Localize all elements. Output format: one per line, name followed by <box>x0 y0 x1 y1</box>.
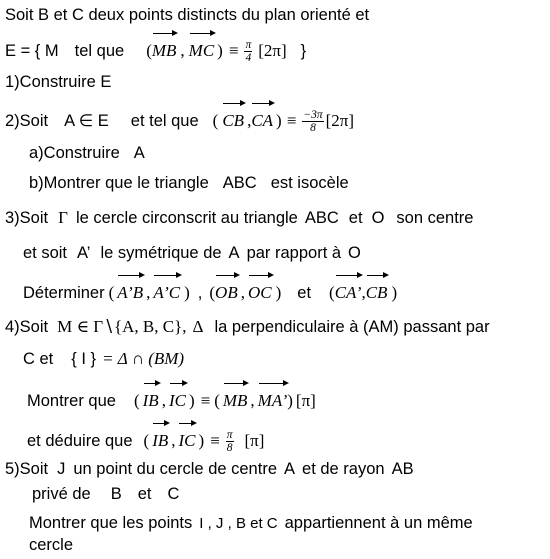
comma: , <box>247 111 252 130</box>
comma: , <box>361 283 366 302</box>
q3-centre: son centre <box>396 209 474 227</box>
set-i: { I } <box>71 350 97 368</box>
paren-open: ( <box>212 111 219 130</box>
fraction-minus-3pi-8: $\frac{-3\pi}{8}$ <box>303 109 323 135</box>
question-5-line-4: cercle <box>29 536 74 554</box>
point-a-prime: A’ <box>77 244 91 262</box>
question-2a <box>29 142 145 164</box>
q3-relative-to: par rapport à <box>246 244 342 262</box>
intro-line-1: Soit B et C deux points distincts du plan orienté et <box>5 6 370 24</box>
question-3-line-2 <box>23 242 361 264</box>
vector-oc: OC <box>248 274 272 308</box>
paren-close: ) <box>391 283 398 302</box>
question-1: 1)Construire E <box>5 73 112 91</box>
q2b-end: est isocèle <box>270 174 349 192</box>
question-2 <box>5 102 354 135</box>
question-5-line-1 <box>5 458 414 480</box>
q5-radius: et de rayon <box>302 460 385 478</box>
intersection-formula: = Δ ∩ (BM) <box>102 349 185 368</box>
modulo: [2π] <box>258 41 287 60</box>
q3-circumscribed: le cercle circonscrit au triangle <box>75 209 298 227</box>
separator: , <box>197 284 203 302</box>
point-a: A <box>284 460 296 478</box>
paren-open: ( <box>209 283 216 302</box>
question-4-line-4 <box>27 422 265 455</box>
paren-open: ( <box>214 391 220 410</box>
paren-open: ( <box>146 41 152 60</box>
segment-ab: AB <box>391 460 414 478</box>
q3-lead: 3)Soit <box>5 209 49 227</box>
question-4-line-2 <box>23 348 184 370</box>
triangle-abc: ABC <box>222 174 257 192</box>
modulo-pi: [π] <box>244 431 265 450</box>
fraction-pi-4: $\frac{\pi}{4}$ <box>245 39 252 65</box>
q5-lead: 5)Soit <box>5 460 49 478</box>
point-b: B <box>110 485 122 503</box>
q2b-label: b)Montrer que le triangle <box>29 174 209 192</box>
set-open: E = { M <box>5 42 59 60</box>
delta-symbol: Δ <box>192 317 204 336</box>
and-word: et <box>348 209 363 227</box>
vector-mc: MC <box>189 32 215 66</box>
q3-and-let: et soit <box>23 244 68 262</box>
m-in-gamma: M ∈ Γ∖{A, B, C}, <box>57 317 187 336</box>
paren-close: ) <box>276 111 282 130</box>
paren-close: ) <box>198 431 205 450</box>
modulo-pi: [π] <box>295 391 316 410</box>
vector-a-prime-b: A’B <box>117 274 143 308</box>
q4-show-that: Montrer que <box>27 392 116 410</box>
vector-a-prime-c: A’C <box>153 274 180 308</box>
vector-ib: IB <box>143 382 159 416</box>
vector-ca-prime: CA’ <box>335 274 362 308</box>
equiv-symbol: ≡ <box>286 111 297 130</box>
and-word: et <box>297 284 312 302</box>
paren-close: ) <box>287 391 293 410</box>
question-3-line-1 <box>5 207 473 229</box>
question-5-line-2 <box>32 483 179 505</box>
vector-ib: IB <box>152 422 168 456</box>
triangle-abc: ABC <box>304 209 339 227</box>
intro-line-2 <box>5 32 307 65</box>
q4-deduce: et déduire que <box>27 432 133 450</box>
equiv-symbol: ≡ <box>210 431 220 450</box>
question-4-line-3 <box>27 382 316 412</box>
q5-show-points: Montrer que les points <box>29 514 193 532</box>
comma: , <box>146 283 151 302</box>
point-j: J <box>57 460 66 478</box>
point-o: O <box>371 209 385 227</box>
vector-cb: CB <box>222 102 244 136</box>
q4-perpendicular: la perpendiculaire à (AM) passant par <box>214 318 490 336</box>
q5-circle-centre: un point du cercle de centre <box>73 460 277 478</box>
q5-same-circle: appartiennent à un même <box>284 514 473 532</box>
point-a: A <box>133 144 145 162</box>
vector-mb: MB <box>223 382 248 416</box>
vector-ic: IC <box>178 422 195 456</box>
paren-open: ( <box>143 431 150 450</box>
such-that: tel que <box>74 42 125 60</box>
points-ijbc: I , J , B et C <box>199 515 278 532</box>
q3-determine: Déterminer <box>23 284 105 302</box>
a-in-e: A ∈ E <box>64 112 109 130</box>
equiv-symbol: ≡ <box>228 41 239 60</box>
and-such-that: et tel que <box>130 112 199 130</box>
vector-cb: CB <box>366 274 388 308</box>
vector-ca: CA <box>251 102 273 136</box>
paren-open: ( <box>108 283 115 302</box>
comma: , <box>180 41 185 60</box>
modulo: [2π] <box>325 111 354 130</box>
question-4-line-1 <box>5 316 490 338</box>
paren-close: ) <box>275 283 282 302</box>
q2-lead: 2)Soit <box>5 112 49 130</box>
paren-close: ) <box>188 391 195 410</box>
vector-ob: OB <box>215 274 238 308</box>
comma: , <box>161 391 166 410</box>
vector-ma-prime: MA’ <box>258 382 288 416</box>
question-3-line-3 <box>23 274 397 304</box>
comma: , <box>240 283 245 302</box>
point-c: C <box>167 485 180 503</box>
equiv-symbol: ≡ <box>200 391 211 410</box>
set-close: } <box>300 42 307 60</box>
and-word: et <box>137 485 152 503</box>
vector-mb: MB <box>152 32 177 66</box>
fraction-pi-8: $\frac{\pi}{8}$ <box>226 429 233 455</box>
gamma-symbol: Γ <box>58 208 68 227</box>
point-a: A <box>228 244 240 262</box>
q4-lead: 4)Soit <box>5 318 49 336</box>
paren-close: ) <box>184 283 190 302</box>
paren-open: ( <box>133 391 140 410</box>
q3-symmetric: le symétrique de <box>100 244 222 262</box>
paren-close: ) <box>217 41 223 60</box>
q2a-label: a)Construire <box>29 144 120 162</box>
comma: , <box>171 431 176 450</box>
q5-except: privé de <box>32 485 91 503</box>
question-5-line-3 <box>29 512 473 534</box>
point-o: O <box>348 244 361 262</box>
question-2b <box>29 172 349 194</box>
q4-c-and: C et <box>23 350 54 368</box>
paren-open: ( <box>329 283 335 302</box>
comma: , <box>250 391 255 410</box>
vector-ic: IC <box>169 382 186 416</box>
